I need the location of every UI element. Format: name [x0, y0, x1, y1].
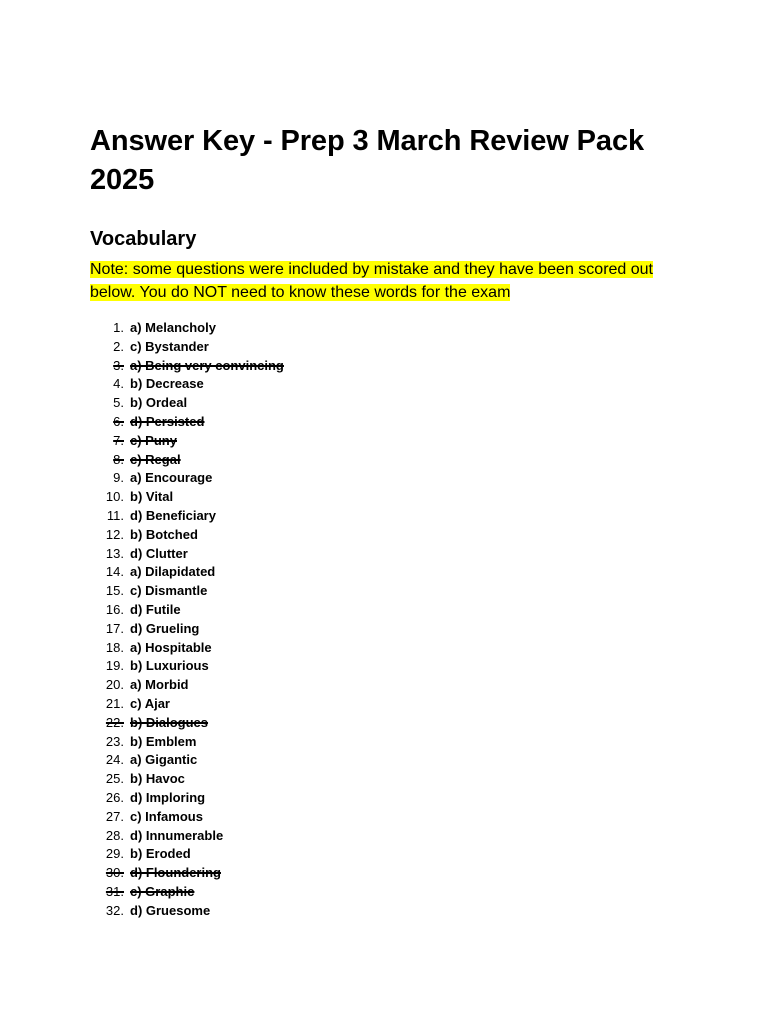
- answer-text: b) Havoc: [130, 771, 185, 787]
- answer-item-struck: [90, 413, 284, 432]
- answer-item: [90, 770, 284, 789]
- answer-text: d) Floundering: [130, 865, 221, 881]
- answer-text: b) Emblem: [130, 733, 197, 749]
- answer-item: [90, 789, 284, 808]
- answer-item: [90, 319, 284, 338]
- answer-item-struck: [90, 451, 284, 470]
- answer-number: 19.: [105, 658, 124, 674]
- answer-item-struck: [90, 432, 284, 451]
- answer-text: b) Ordeal: [130, 395, 188, 411]
- answer-item-struck: [90, 883, 284, 902]
- answer-item: [90, 507, 284, 526]
- answer-text: a) Dilapidated: [130, 564, 216, 580]
- answer-item: [90, 375, 284, 394]
- answer-item-struck: [90, 864, 284, 883]
- answer-text: a) Gigantic: [130, 752, 198, 768]
- answer-text: b) Botched: [130, 526, 198, 542]
- answer-text: d) Imploring: [130, 789, 206, 805]
- answer-text: d) Gruesome: [130, 902, 211, 918]
- answer-number: 26.: [105, 789, 124, 805]
- answer-text: d) Clutter: [130, 545, 188, 561]
- answer-text: a) Melancholy: [130, 320, 216, 335]
- answer-text: a) Encourage: [130, 470, 213, 486]
- answer-text: b) Luxurious: [130, 658, 209, 674]
- answer-text: c) Puny: [130, 432, 177, 448]
- answer-number: 20.: [105, 677, 124, 693]
- answer-text: d) Futile: [130, 601, 181, 617]
- answer-number: 14.: [105, 564, 124, 580]
- answer-item: [90, 827, 284, 846]
- answer-item: [90, 657, 284, 676]
- answer-number: 32.: [105, 902, 124, 918]
- answer-number: 2.: [113, 338, 124, 354]
- answer-item: [90, 469, 284, 488]
- answer-number: 22.: [105, 714, 124, 730]
- answer-item: [90, 751, 284, 770]
- answer-item: [90, 394, 284, 413]
- answer-text: c) Ajar: [130, 695, 170, 711]
- answer-number: 15.: [105, 583, 124, 599]
- answer-item: [90, 338, 284, 357]
- answer-text: d) Beneficiary: [130, 507, 216, 523]
- answer-number: 9.: [113, 470, 124, 486]
- page-title: Answer Key - Prep 3 March Review Pack 2025: [90, 125, 644, 196]
- answer-item: [90, 808, 284, 827]
- answer-item: [90, 582, 284, 601]
- answer-item: [90, 695, 284, 714]
- answer-number: 13.: [105, 545, 124, 561]
- answer-number: 4.: [113, 376, 124, 392]
- answer-text: a) Hospitable: [130, 639, 212, 655]
- answer-number: 8.: [113, 451, 124, 467]
- answer-item: [90, 620, 284, 639]
- answer-item: [90, 676, 284, 695]
- answer-text: c) Regal: [130, 451, 181, 467]
- answer-text: b) Vital: [130, 489, 174, 505]
- answer-item: [90, 845, 284, 864]
- answer-text: a) Morbid: [130, 677, 189, 693]
- answer-number: 28.: [105, 827, 124, 843]
- answer-item: [90, 601, 284, 620]
- answer-number: 3.: [113, 357, 124, 373]
- answer-text: c) Dismantle: [130, 583, 208, 599]
- answer-number: 5.: [113, 395, 124, 411]
- answer-item: [90, 545, 284, 564]
- answer-list: [90, 319, 284, 921]
- answer-text: c) Graphic: [130, 883, 195, 899]
- answer-number: 21.: [105, 695, 124, 711]
- answer-number: 1.: [113, 320, 124, 335]
- answer-number: 17.: [105, 620, 124, 636]
- answer-text: d) Persisted: [130, 413, 205, 429]
- answer-item-struck: [90, 714, 284, 733]
- answer-number: 24.: [105, 752, 124, 768]
- answer-item: [90, 902, 284, 921]
- answer-text: b) Dialogues: [130, 714, 209, 730]
- highlighted-note: [90, 258, 690, 304]
- answer-number: 31.: [105, 883, 124, 899]
- answer-text: a) Being very convincing: [130, 357, 284, 373]
- answer-item: [90, 733, 284, 752]
- answer-text: d) Grueling: [130, 620, 200, 636]
- section-heading-vocabulary: Vocabulary: [90, 228, 197, 250]
- answer-text: c) Infamous: [130, 808, 203, 824]
- answer-item: [90, 563, 284, 582]
- answer-text: b) Decrease: [130, 376, 204, 392]
- answer-number: 25.: [105, 771, 124, 787]
- answer-item: [90, 488, 284, 507]
- answer-number: 23.: [105, 733, 124, 749]
- answer-item: [90, 639, 284, 658]
- answer-number: 11.: [106, 507, 124, 523]
- answer-number: 6.: [113, 413, 124, 429]
- answer-text: b) Eroded: [130, 846, 191, 862]
- answer-number: 27.: [105, 808, 124, 824]
- answer-number: 29.: [105, 846, 124, 862]
- answer-text: d) Innumerable: [130, 827, 224, 843]
- answer-number: 7.: [113, 432, 124, 448]
- answer-number: 16.: [105, 601, 124, 617]
- answer-item-struck: [90, 357, 284, 376]
- answer-text: c) Bystander: [130, 338, 209, 354]
- note-text: Note: some questions were included by mistake and they have been scored out below. You do NOT need to know these words for the exam: [90, 261, 653, 301]
- answer-number: 12.: [105, 526, 124, 542]
- answer-item: [90, 526, 284, 545]
- answer-number: 18.: [105, 639, 124, 655]
- answer-number: 10.: [105, 489, 124, 505]
- answer-number: 30.: [105, 865, 124, 881]
